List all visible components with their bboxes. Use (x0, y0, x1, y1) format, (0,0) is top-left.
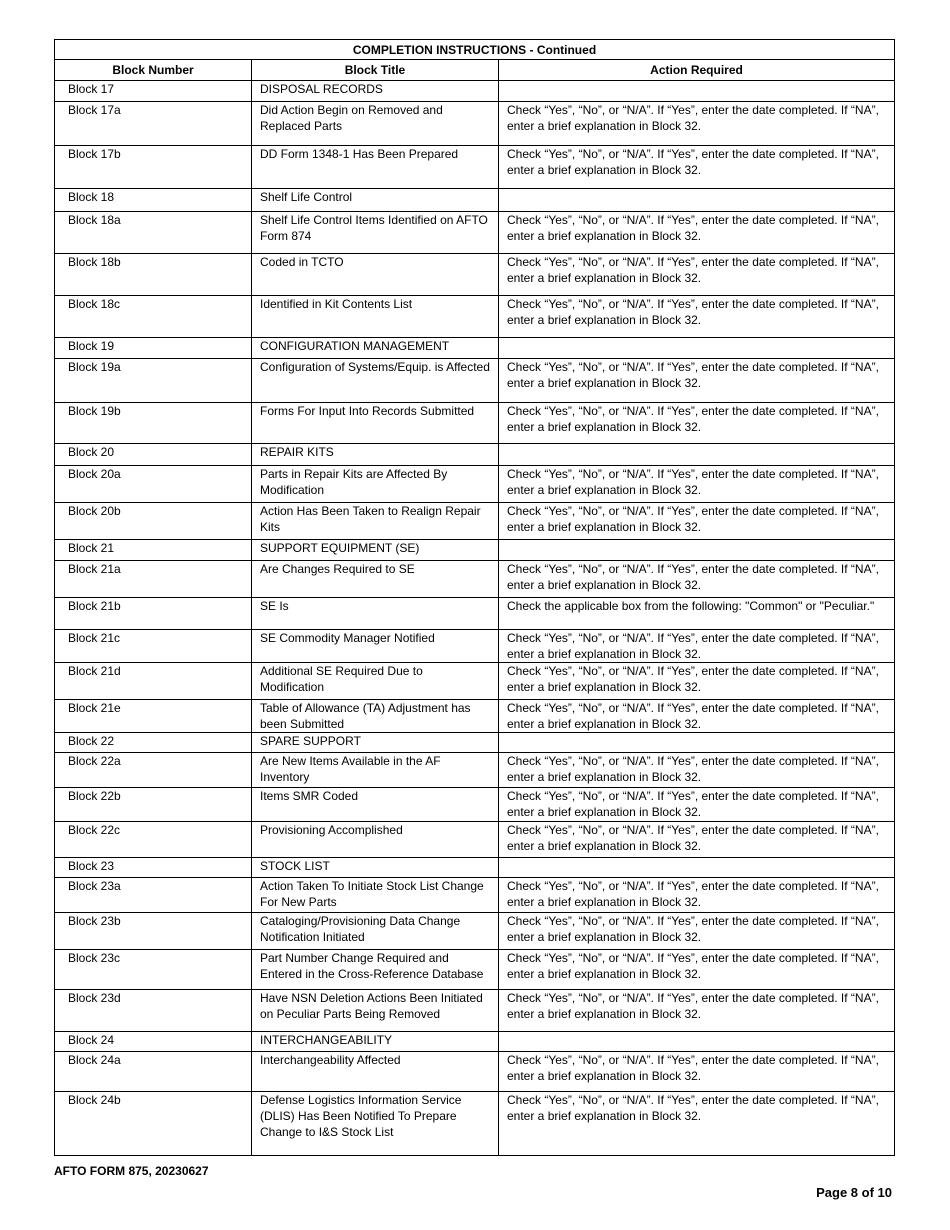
table-row (55, 212, 895, 254)
table-row (55, 858, 895, 878)
cell-block-number: Block 21c (55, 630, 252, 663)
cell-action-required: Check “Yes”, “No”, or “N/A”. If “Yes”, enter the date completed. If “NA”, enter a brief explanation in Block 32. (499, 359, 895, 403)
cell-block-title: STOCK LIST (252, 858, 499, 878)
cell-action-required: Check “Yes”, “No”, or “N/A”. If “Yes”, enter the date completed. If “NA”, enter a brief explanation in Block 32. (499, 630, 895, 663)
cell-block-title: Defense Logistics Information Service (DLIS) Has Been Notified To Prepare Change to I&S Stock List (252, 1092, 499, 1156)
cell-block-title: Did Action Begin on Removed and Replaced Parts (252, 102, 499, 146)
cell-action-required: Check “Yes”, “No”, or “N/A”. If “Yes”, enter the date completed. If “NA”, enter a brief explanation in Block 32. (499, 254, 895, 296)
table-row (55, 788, 895, 822)
cell-block-number: Block 23b (55, 913, 252, 950)
cell-action-required: Check “Yes”, “No”, or “N/A”. If “Yes”, enter the date completed. If “NA”, enter a brief explanation in Block 32. (499, 822, 895, 858)
cell-block-title: Identified in Kit Contents List (252, 296, 499, 338)
cell-action-required (499, 858, 895, 878)
cell-action-required: Check “Yes”, “No”, or “N/A”. If “Yes”, enter the date completed. If “NA”, enter a brief explanation in Block 32. (499, 503, 895, 540)
table-row (55, 444, 895, 466)
table-row (55, 146, 895, 189)
cell-block-number: Block 20 (55, 444, 252, 466)
cell-block-title: Parts in Repair Kits are Affected By Modification (252, 466, 499, 503)
table-row (55, 753, 895, 788)
cell-block-number: Block 24a (55, 1052, 252, 1092)
header-block-number: Block Number (55, 60, 252, 81)
cell-action-required (499, 338, 895, 359)
cell-block-number: Block 22c (55, 822, 252, 858)
table-row (55, 913, 895, 950)
cell-block-number: Block 18b (55, 254, 252, 296)
table-row (55, 598, 895, 630)
cell-block-number: Block 19 (55, 338, 252, 359)
cell-block-title: SE Commodity Manager Notified (252, 630, 499, 663)
cell-block-number: Block 17b (55, 146, 252, 189)
table-row (55, 102, 895, 146)
cell-action-required: Check “Yes”, “No”, or “N/A”. If “Yes”, enter the date completed. If “NA”, enter a brief explanation in Block 32. (499, 990, 895, 1032)
cell-block-number: Block 23c (55, 950, 252, 990)
cell-block-title: DD Form 1348-1 Has Been Prepared (252, 146, 499, 189)
cell-action-required: Check “Yes”, “No”, or “N/A”. If “Yes”, enter the date completed. If “NA”, enter a brief explanation in Block 32. (499, 561, 895, 598)
cell-block-title: SUPPORT EQUIPMENT (SE) (252, 540, 499, 561)
table-row (55, 700, 895, 733)
cell-block-title: REPAIR KITS (252, 444, 499, 466)
table-row (55, 950, 895, 990)
cell-action-required: Check “Yes”, “No”, or “N/A”. If “Yes”, enter the date completed. If “NA”, enter a brief explanation in Block 32. (499, 913, 895, 950)
cell-action-required: Check the applicable box from the following: "Common" or "Peculiar." (499, 598, 895, 630)
table-row (55, 822, 895, 858)
cell-action-required: Check “Yes”, “No”, or “N/A”. If “Yes”, enter the date completed. If “NA”, enter a brief explanation in Block 32. (499, 146, 895, 189)
cell-block-number: Block 21e (55, 700, 252, 733)
cell-action-required: Check “Yes”, “No”, or “N/A”. If “Yes”, enter the date completed. If “NA”, enter a brief explanation in Block 32. (499, 403, 895, 444)
cell-action-required: Check “Yes”, “No”, or “N/A”. If “Yes”, enter the date completed. If “NA”, enter a brief explanation in Block 32. (499, 663, 895, 700)
cell-block-title: Forms For Input Into Records Submitted (252, 403, 499, 444)
instructions-table (54, 39, 895, 1156)
table-row (55, 296, 895, 338)
cell-action-required (499, 540, 895, 561)
table-body (55, 81, 895, 1156)
table-row (55, 503, 895, 540)
cell-block-number: Block 22 (55, 733, 252, 753)
header-block-title: Block Title (252, 60, 499, 81)
table-row (55, 466, 895, 503)
cell-block-title: Table of Allowance (TA) Adjustment has been Submitted (252, 700, 499, 733)
cell-block-number: Block 18 (55, 189, 252, 212)
table-row (55, 561, 895, 598)
cell-block-number: Block 20a (55, 466, 252, 503)
cell-block-title: Items SMR Coded (252, 788, 499, 822)
cell-block-number: Block 20b (55, 503, 252, 540)
cell-block-title: Action Has Been Taken to Realign Repair Kits (252, 503, 499, 540)
table-row (55, 540, 895, 561)
cell-block-number: Block 22b (55, 788, 252, 822)
cell-action-required: Check “Yes”, “No”, or “N/A”. If “Yes”, enter the date completed. If “NA”, enter a brief explanation in Block 32. (499, 296, 895, 338)
cell-block-number: Block 19a (55, 359, 252, 403)
cell-block-number: Block 24 (55, 1032, 252, 1052)
cell-block-title: SE Is (252, 598, 499, 630)
header-action-required: Action Required (499, 60, 895, 81)
table-row (55, 81, 895, 102)
cell-block-number: Block 23 (55, 858, 252, 878)
cell-block-title: DISPOSAL RECORDS (252, 81, 499, 102)
table-row (55, 1092, 895, 1156)
cell-block-title: Are Changes Required to SE (252, 561, 499, 598)
cell-action-required: Check “Yes”, “No”, or “N/A”. If “Yes”, enter the date completed. If “NA”, enter a brief explanation in Block 32. (499, 700, 895, 733)
cell-block-number: Block 24b (55, 1092, 252, 1156)
table-row (55, 878, 895, 913)
table-row (55, 1052, 895, 1092)
cell-block-number: Block 19b (55, 403, 252, 444)
cell-block-title: Shelf Life Control Items Identified on AFTO Form 874 (252, 212, 499, 254)
cell-block-number: Block 17a (55, 102, 252, 146)
table-row (55, 359, 895, 403)
cell-block-number: Block 18a (55, 212, 252, 254)
cell-block-title: Provisioning Accomplished (252, 822, 499, 858)
cell-action-required (499, 1032, 895, 1052)
cell-block-title: CONFIGURATION MANAGEMENT (252, 338, 499, 359)
cell-block-title: INTERCHANGEABILITY (252, 1032, 499, 1052)
table-row (55, 733, 895, 753)
cell-block-title: Have NSN Deletion Actions Been Initiated on Peculiar Parts Being Removed (252, 990, 499, 1032)
cell-block-number: Block 23d (55, 990, 252, 1032)
cell-action-required: Check “Yes”, “No”, or “N/A”. If “Yes”, enter the date completed. If “NA”, enter a brief explanation in Block 32. (499, 950, 895, 990)
cell-block-title: Action Taken To Initiate Stock List Change For New Parts (252, 878, 499, 913)
cell-block-title: Part Number Change Required and Entered in the Cross-Reference Database (252, 950, 499, 990)
cell-action-required (499, 444, 895, 466)
cell-block-number: Block 22a (55, 753, 252, 788)
cell-action-required: Check “Yes”, “No”, or “N/A”. If “Yes”, enter the date completed. If “NA”, enter a brief explanation in Block 32. (499, 878, 895, 913)
cell-block-title: Cataloging/Provisioning Data Change Notification Initiated (252, 913, 499, 950)
cell-action-required: Check “Yes”, “No”, or “N/A”. If “Yes”, enter the date completed. If “NA”, enter a brief explanation in Block 32. (499, 788, 895, 822)
table-row (55, 663, 895, 700)
cell-block-title: Interchangeability Affected (252, 1052, 499, 1092)
cell-block-number: Block 18c (55, 296, 252, 338)
table-row (55, 403, 895, 444)
cell-block-number: Block 17 (55, 81, 252, 102)
table-row (55, 338, 895, 359)
form-id: AFTO FORM 875, 20230627 (54, 1164, 209, 1178)
cell-block-title: Configuration of Systems/Equip. is Affected (252, 359, 499, 403)
cell-block-title: Additional SE Required Due to Modification (252, 663, 499, 700)
cell-action-required (499, 733, 895, 753)
cell-action-required (499, 189, 895, 212)
cell-action-required: Check “Yes”, “No”, or “N/A”. If “Yes”, enter the date completed. If “NA”, enter a brief explanation in Block 32. (499, 212, 895, 254)
cell-action-required: Check “Yes”, “No”, or “N/A”. If “Yes”, enter the date completed. If “NA”, enter a brief explanation in Block 32. (499, 1052, 895, 1092)
cell-block-number: Block 21b (55, 598, 252, 630)
cell-block-title: Shelf Life Control (252, 189, 499, 212)
cell-block-number: Block 21 (55, 540, 252, 561)
table-row (55, 1032, 895, 1052)
cell-block-title: Are New Items Available in the AF Inventory (252, 753, 499, 788)
table-caption: COMPLETION INSTRUCTIONS - Continued (55, 40, 895, 60)
page-number: Page 8 of 10 (816, 1185, 892, 1200)
cell-block-title: SPARE SUPPORT (252, 733, 499, 753)
cell-block-number: Block 21d (55, 663, 252, 700)
table-row (55, 630, 895, 663)
cell-block-number: Block 21a (55, 561, 252, 598)
cell-action-required: Check “Yes”, “No”, or “N/A”. If “Yes”, enter the date completed. If “NA”, enter a brief explanation in Block 32. (499, 1092, 895, 1156)
cell-block-title: Coded in TCTO (252, 254, 499, 296)
cell-action-required (499, 81, 895, 102)
cell-action-required: Check “Yes”, “No”, or “N/A”. If “Yes”, enter the date completed. If “NA”, enter a brief explanation in Block 32. (499, 466, 895, 503)
cell-action-required: Check “Yes”, “No”, or “N/A”. If “Yes”, enter the date completed. If “NA”, enter a brief explanation in Block 32. (499, 753, 895, 788)
table-row (55, 189, 895, 212)
cell-action-required: Check “Yes”, “No”, or “N/A”. If “Yes”, enter the date completed. If “NA”, enter a brief explanation in Block 32. (499, 102, 895, 146)
cell-block-number: Block 23a (55, 878, 252, 913)
table-row (55, 990, 895, 1032)
table-row (55, 254, 895, 296)
